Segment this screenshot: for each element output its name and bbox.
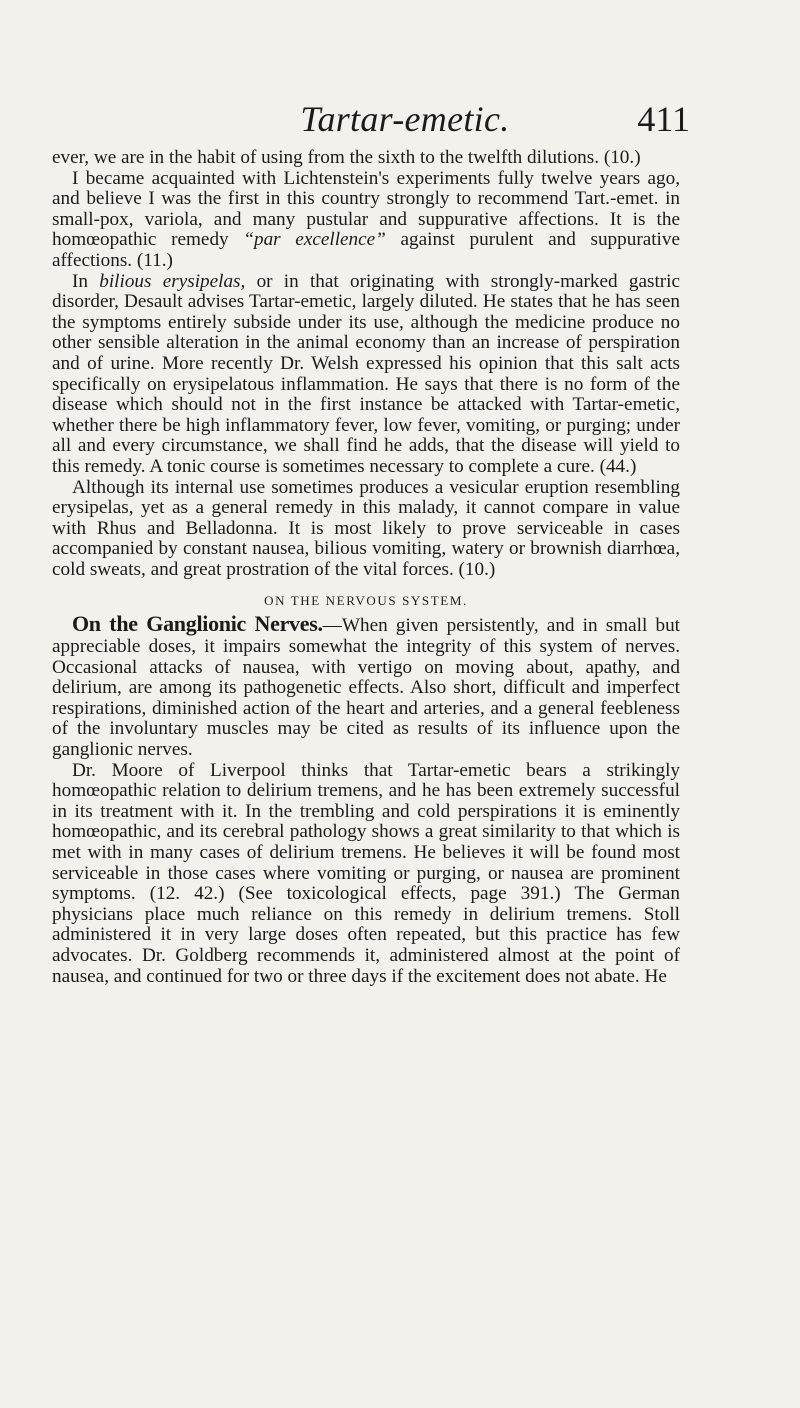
paragraph-continuation: ever, we are in the habit of using from the sixth to the twelfth dilutions. (10.) [52, 147, 641, 168]
paragraph-vesicular-eruption: Although its internal use sometimes produces a vesicular eruption resembling erysipelas, yet as a general remedy in this malady, it cannot compare in value with Rhus and Belladonna. It is most likely to prove serviceable in cases accompanied by constant nausea, bilious vomiting, watery or brownish diarrhœa, cold sweats, and great prostration of the vital forces. (10.) [52, 476, 680, 580]
italic-phrase: “par excellence” [243, 229, 386, 251]
paragraph-lead-heading: On the Ganglionic Nerves. [72, 611, 323, 637]
paragraph-lichtenstein [52, 169, 680, 272]
body-text [52, 148, 680, 987]
paragraph-text: against purulent and suppurative affections. (11.) [52, 229, 681, 271]
section-heading: ON THE NERVOUS SYSTEM. [264, 593, 468, 609]
running-title: Tartar-emetic. [300, 99, 510, 139]
paragraph-text: or in that originating with strongly-marked gastric disorder, Desault advises Tartar-emetic, largely diluted. He states that he has seen the symptoms entirely subside under its use, although the medicine produce no other sensible alteration in the animal economy than an increase of perspiration and of urine. More recently Dr. Welsh expressed his opinion that this salt acts specifically on erysipelatous inflammation. He says that there is no form of the disease which should not in the first instance be attacked with Tartar-emetic, whether there be high inflammatory fever, low fever, vomiting, or purging; under all and every circumstance, we shall find he adds, that the disease will yield to this remedy. A tonic course is sometimes necessary to complete a cure. (44.) [52, 270, 681, 477]
paragraph-bilious-erysipelas [52, 272, 680, 478]
italic-term: bilious erysipelas, [99, 270, 246, 292]
page-header [90, 96, 690, 142]
paragraph-ganglionic-nerves [52, 611, 680, 761]
paragraph-text: I became acquainted with Lichtenstein's experiments fully twelve years ago, and believe I was the first in this country strongly to recommend Tart.-emet. in small-pox, variola, and many pustular and suppurative affections. It is the homœopathic remedy [52, 167, 680, 251]
paragraph-delirium-tremens: Dr. Moore of Liverpool thinks that Tartar-emetic bears a strikingly homœopathic relation to delirium tremens, and he has been extremely successful in its treatment with it. In the trembling and cold perspirations it is eminently homœopathic, and its cerebral pathology shows a great similarity to that which is met with in many cases of delirium tremens. He believes it will be found most serviceable in those cases where vomiting or purging, or nausea are prominent symptoms. (12. 42.) (See toxicological effects, page 391.) The German physicians place much reliance on this remedy in delirium tremens. Stoll administered it in very large doses often repeated, but this practice has few advocates. Dr. Goldberg recommends it, administered almost at the point of nausea, and continued for two or three days if the excitement does not abate. He [52, 759, 680, 987]
paragraph-text: In [72, 270, 100, 292]
paragraph-text: —When given persistently, and in small but appreciable doses, it impairs somewhat the integrity of this system of nerves. Occasional attacks of nausea, with vertigo on moving about, apathy, and delirium, are among its pathogenetic effects. Also short, difficult and imperfect respirations, diminished action of the heart and arteries, and a general feebleness of the involuntary muscles may be cited as results of its influence upon the ganglionic nerves. [52, 615, 680, 761]
page-number: 411 [637, 99, 690, 139]
